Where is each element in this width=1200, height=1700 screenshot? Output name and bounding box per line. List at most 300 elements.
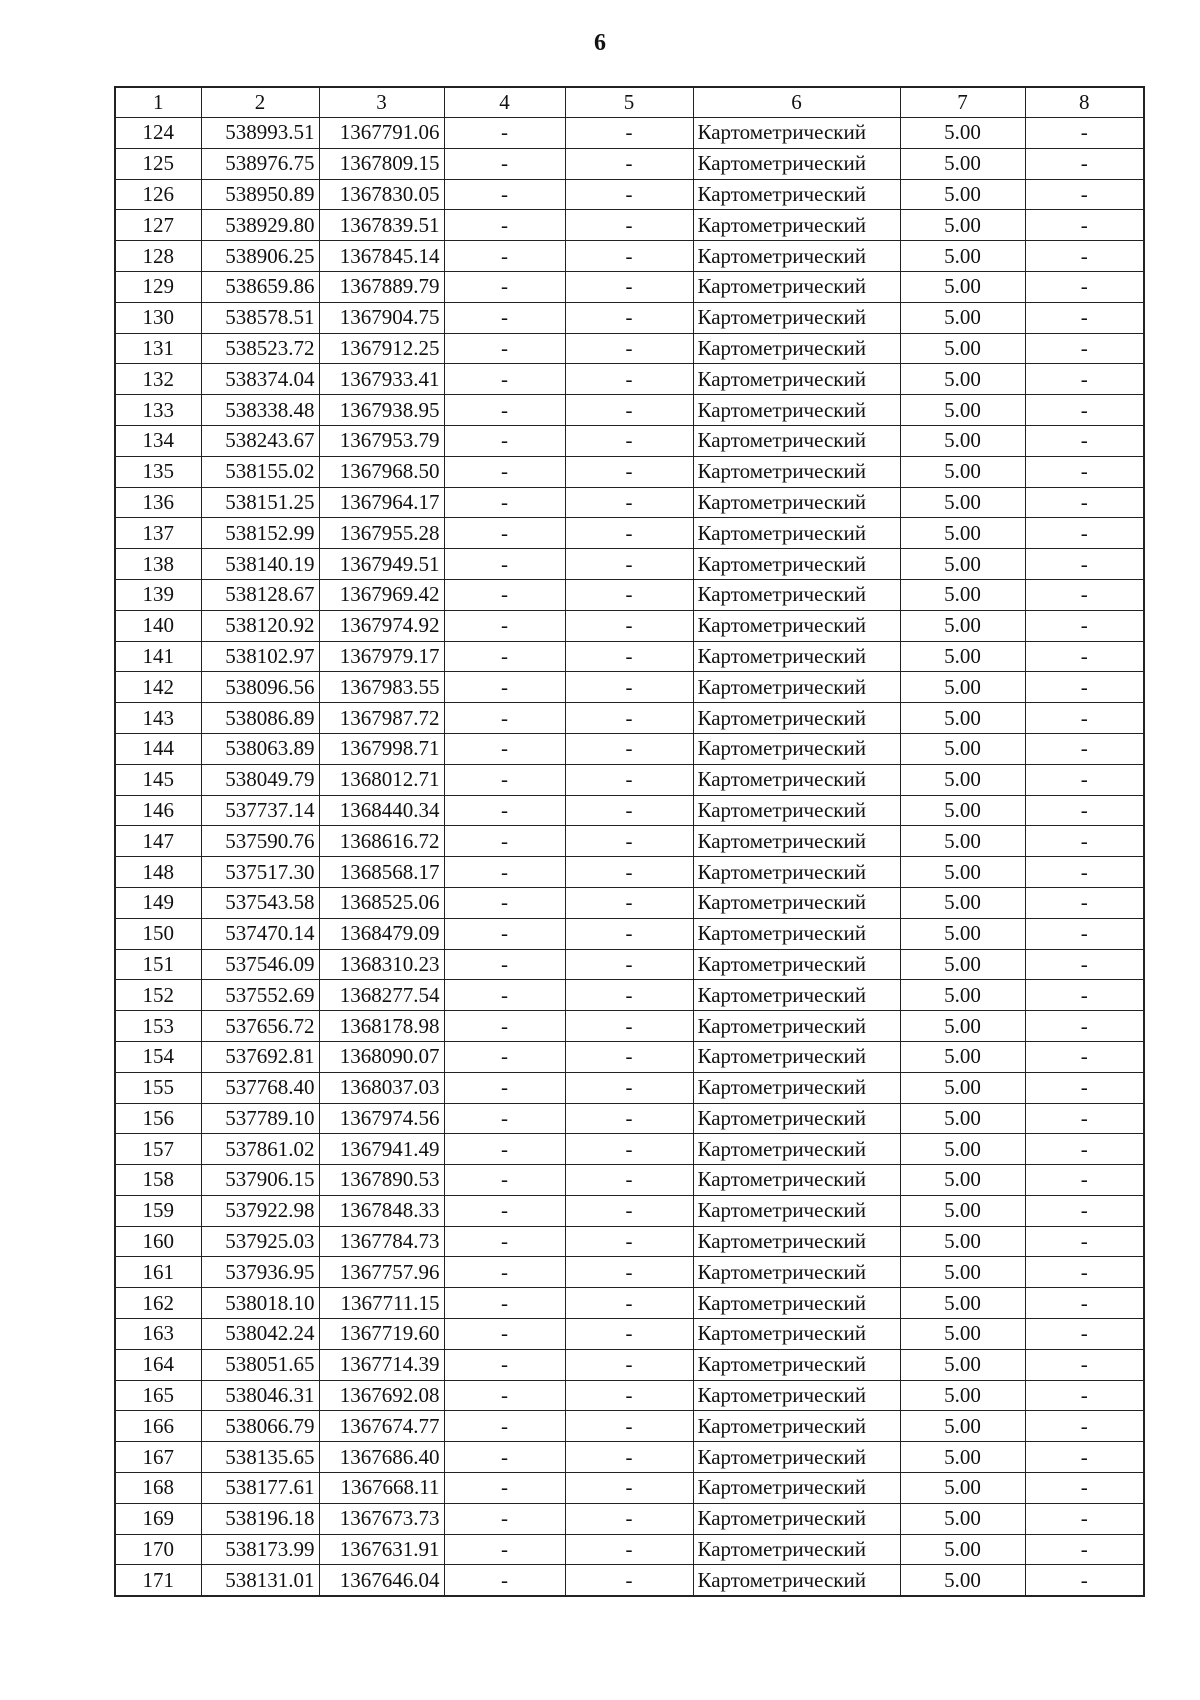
accuracy-cell: 5.00	[900, 1411, 1025, 1442]
accuracy-cell: 5.00	[900, 271, 1025, 302]
method-cell: Картометрический	[693, 364, 900, 395]
table-row	[115, 641, 1144, 672]
column-5-cell: -	[565, 1288, 693, 1319]
accuracy-cell: 5.00	[900, 148, 1025, 179]
y-coordinate-cell: 1367974.92	[319, 610, 444, 641]
y-coordinate-cell: 1367912.25	[319, 333, 444, 364]
table-row	[115, 733, 1144, 764]
column-8-cell: -	[1025, 271, 1144, 302]
column-5-cell: -	[565, 918, 693, 949]
column-8-cell: -	[1025, 1011, 1144, 1042]
table-row	[115, 579, 1144, 610]
table-row	[115, 1134, 1144, 1165]
column-4-cell: -	[444, 795, 565, 826]
accuracy-cell: 5.00	[900, 395, 1025, 426]
table-row	[115, 1226, 1144, 1257]
x-coordinate-cell: 537656.72	[201, 1011, 319, 1042]
column-5-cell: -	[565, 949, 693, 980]
column-4-cell: -	[444, 1288, 565, 1319]
column-header-8: 8	[1025, 87, 1144, 118]
column-5-cell: -	[565, 703, 693, 734]
x-coordinate-cell: 538976.75	[201, 148, 319, 179]
y-coordinate-cell: 1367845.14	[319, 241, 444, 272]
y-coordinate-cell: 1368440.34	[319, 795, 444, 826]
point-number-cell: 143	[115, 703, 201, 734]
method-cell: Картометрический	[693, 1288, 900, 1319]
method-cell: Картометрический	[693, 1565, 900, 1596]
x-coordinate-cell: 538049.79	[201, 764, 319, 795]
method-cell: Картометрический	[693, 980, 900, 1011]
column-5-cell: -	[565, 518, 693, 549]
accuracy-cell: 5.00	[900, 733, 1025, 764]
table-row	[115, 487, 1144, 518]
y-coordinate-cell: 1367987.72	[319, 703, 444, 734]
column-5-cell: -	[565, 1349, 693, 1380]
column-8-cell: -	[1025, 1442, 1144, 1473]
column-header-1: 1	[115, 87, 201, 118]
accuracy-cell: 5.00	[900, 179, 1025, 210]
column-8-cell: -	[1025, 733, 1144, 764]
column-4-cell: -	[444, 1072, 565, 1103]
y-coordinate-cell: 1367668.11	[319, 1473, 444, 1504]
column-5-cell: -	[565, 1072, 693, 1103]
column-8-cell: -	[1025, 1134, 1144, 1165]
point-number-cell: 142	[115, 672, 201, 703]
method-cell: Картометрический	[693, 1411, 900, 1442]
column-5-cell: -	[565, 980, 693, 1011]
y-coordinate-cell: 1367673.73	[319, 1503, 444, 1534]
x-coordinate-cell: 537470.14	[201, 918, 319, 949]
point-number-cell: 137	[115, 518, 201, 549]
column-8-cell: -	[1025, 764, 1144, 795]
column-4-cell: -	[444, 1165, 565, 1196]
column-5-cell: -	[565, 1503, 693, 1534]
y-coordinate-cell: 1367969.42	[319, 579, 444, 610]
x-coordinate-cell: 538152.99	[201, 518, 319, 549]
column-8-cell: -	[1025, 703, 1144, 734]
x-coordinate-cell: 538155.02	[201, 456, 319, 487]
point-number-cell: 135	[115, 456, 201, 487]
method-cell: Картометрический	[693, 1257, 900, 1288]
x-coordinate-cell: 538042.24	[201, 1319, 319, 1350]
point-number-cell: 165	[115, 1380, 201, 1411]
column-5-cell: -	[565, 795, 693, 826]
x-coordinate-cell: 537922.98	[201, 1195, 319, 1226]
table-row	[115, 795, 1144, 826]
column-8-cell: -	[1025, 1288, 1144, 1319]
method-cell: Картометрический	[693, 179, 900, 210]
x-coordinate-cell: 538523.72	[201, 333, 319, 364]
table-row	[115, 1442, 1144, 1473]
x-coordinate-cell: 537906.15	[201, 1165, 319, 1196]
column-8-cell: -	[1025, 333, 1144, 364]
table-row	[115, 980, 1144, 1011]
column-8-cell: -	[1025, 980, 1144, 1011]
column-8-cell: -	[1025, 241, 1144, 272]
table-row	[115, 1380, 1144, 1411]
y-coordinate-cell: 1367686.40	[319, 1442, 444, 1473]
y-coordinate-cell: 1367889.79	[319, 271, 444, 302]
accuracy-cell: 5.00	[900, 610, 1025, 641]
column-5-cell: -	[565, 1442, 693, 1473]
column-4-cell: -	[444, 1473, 565, 1504]
y-coordinate-cell: 1367791.06	[319, 118, 444, 149]
column-4-cell: -	[444, 1349, 565, 1380]
column-8-cell: -	[1025, 1349, 1144, 1380]
column-header-3: 3	[319, 87, 444, 118]
column-5-cell: -	[565, 1134, 693, 1165]
x-coordinate-cell: 538993.51	[201, 118, 319, 149]
accuracy-cell: 5.00	[900, 302, 1025, 333]
method-cell: Картометрический	[693, 857, 900, 888]
method-cell: Картометрический	[693, 1380, 900, 1411]
x-coordinate-cell: 537546.09	[201, 949, 319, 980]
accuracy-cell: 5.00	[900, 456, 1025, 487]
page-number: 6	[594, 30, 606, 56]
y-coordinate-cell: 1367974.56	[319, 1103, 444, 1134]
column-8-cell: -	[1025, 887, 1144, 918]
column-8-cell: -	[1025, 1503, 1144, 1534]
method-cell: Картометрический	[693, 302, 900, 333]
column-5-cell: -	[565, 1565, 693, 1596]
column-8-cell: -	[1025, 364, 1144, 395]
x-coordinate-cell: 538102.97	[201, 641, 319, 672]
table-row	[115, 1411, 1144, 1442]
column-4-cell: -	[444, 179, 565, 210]
column-5-cell: -	[565, 1103, 693, 1134]
table-row	[115, 395, 1144, 426]
method-cell: Картометрический	[693, 1534, 900, 1565]
table-row	[115, 949, 1144, 980]
table-row	[115, 764, 1144, 795]
table-row	[115, 1473, 1144, 1504]
point-number-cell: 145	[115, 764, 201, 795]
column-8-cell: -	[1025, 949, 1144, 980]
column-5-cell: -	[565, 610, 693, 641]
x-coordinate-cell: 538086.89	[201, 703, 319, 734]
x-coordinate-cell: 538120.92	[201, 610, 319, 641]
column-4-cell: -	[444, 918, 565, 949]
y-coordinate-cell: 1368525.06	[319, 887, 444, 918]
column-4-cell: -	[444, 1226, 565, 1257]
table-row	[115, 1349, 1144, 1380]
method-cell: Картометрический	[693, 333, 900, 364]
column-4-cell: -	[444, 1503, 565, 1534]
header-row	[115, 87, 1144, 118]
accuracy-cell: 5.00	[900, 1165, 1025, 1196]
column-4-cell: -	[444, 364, 565, 395]
column-4-cell: -	[444, 764, 565, 795]
y-coordinate-cell: 1367711.15	[319, 1288, 444, 1319]
x-coordinate-cell: 537789.10	[201, 1103, 319, 1134]
column-8-cell: -	[1025, 1195, 1144, 1226]
column-5-cell: -	[565, 733, 693, 764]
column-8-cell: -	[1025, 518, 1144, 549]
x-coordinate-cell: 537925.03	[201, 1226, 319, 1257]
point-number-cell: 146	[115, 795, 201, 826]
x-coordinate-cell: 538131.01	[201, 1565, 319, 1596]
x-coordinate-cell: 538950.89	[201, 179, 319, 210]
method-cell: Картометрический	[693, 826, 900, 857]
column-5-cell: -	[565, 148, 693, 179]
y-coordinate-cell: 1367998.71	[319, 733, 444, 764]
method-cell: Картометрический	[693, 1011, 900, 1042]
x-coordinate-cell: 538578.51	[201, 302, 319, 333]
accuracy-cell: 5.00	[900, 1257, 1025, 1288]
coordinates-table	[114, 86, 1145, 1597]
column-8-cell: -	[1025, 641, 1144, 672]
column-8-cell: -	[1025, 425, 1144, 456]
column-4-cell: -	[444, 1442, 565, 1473]
table-row	[115, 672, 1144, 703]
column-4-cell: -	[444, 733, 565, 764]
accuracy-cell: 5.00	[900, 1288, 1025, 1319]
column-8-cell: -	[1025, 487, 1144, 518]
accuracy-cell: 5.00	[900, 118, 1025, 149]
accuracy-cell: 5.00	[900, 1195, 1025, 1226]
table-row	[115, 703, 1144, 734]
column-5-cell: -	[565, 271, 693, 302]
column-4-cell: -	[444, 641, 565, 672]
point-number-cell: 167	[115, 1442, 201, 1473]
y-coordinate-cell: 1368037.03	[319, 1072, 444, 1103]
accuracy-cell: 5.00	[900, 241, 1025, 272]
column-5-cell: -	[565, 210, 693, 241]
method-cell: Картометрический	[693, 764, 900, 795]
accuracy-cell: 5.00	[900, 918, 1025, 949]
x-coordinate-cell: 537517.30	[201, 857, 319, 888]
point-number-cell: 127	[115, 210, 201, 241]
column-4-cell: -	[444, 148, 565, 179]
column-5-cell: -	[565, 1195, 693, 1226]
column-5-cell: -	[565, 1380, 693, 1411]
column-header-4: 4	[444, 87, 565, 118]
method-cell: Картометрический	[693, 887, 900, 918]
column-5-cell: -	[565, 672, 693, 703]
column-8-cell: -	[1025, 1473, 1144, 1504]
x-coordinate-cell: 537590.76	[201, 826, 319, 857]
column-4-cell: -	[444, 1195, 565, 1226]
method-cell: Картометрический	[693, 1195, 900, 1226]
table-row	[115, 1565, 1144, 1596]
point-number-cell: 155	[115, 1072, 201, 1103]
method-cell: Картометрический	[693, 795, 900, 826]
column-4-cell: -	[444, 826, 565, 857]
accuracy-cell: 5.00	[900, 1380, 1025, 1411]
column-5-cell: -	[565, 1534, 693, 1565]
table-row	[115, 1011, 1144, 1042]
table-row	[115, 610, 1144, 641]
method-cell: Картометрический	[693, 1473, 900, 1504]
column-header-2: 2	[201, 87, 319, 118]
column-4-cell: -	[444, 210, 565, 241]
point-number-cell: 124	[115, 118, 201, 149]
column-5-cell: -	[565, 364, 693, 395]
column-4-cell: -	[444, 672, 565, 703]
y-coordinate-cell: 1367674.77	[319, 1411, 444, 1442]
column-8-cell: -	[1025, 395, 1144, 426]
column-8-cell: -	[1025, 918, 1144, 949]
table-row	[115, 1195, 1144, 1226]
accuracy-cell: 5.00	[900, 887, 1025, 918]
table-row	[115, 425, 1144, 456]
column-4-cell: -	[444, 980, 565, 1011]
x-coordinate-cell: 538063.89	[201, 733, 319, 764]
point-number-cell: 158	[115, 1165, 201, 1196]
column-8-cell: -	[1025, 795, 1144, 826]
method-cell: Картометрический	[693, 118, 900, 149]
y-coordinate-cell: 1367968.50	[319, 456, 444, 487]
point-number-cell: 129	[115, 271, 201, 302]
y-coordinate-cell: 1368479.09	[319, 918, 444, 949]
table-row	[115, 918, 1144, 949]
table-row	[115, 148, 1144, 179]
column-5-cell: -	[565, 118, 693, 149]
column-4-cell: -	[444, 487, 565, 518]
accuracy-cell: 5.00	[900, 1534, 1025, 1565]
y-coordinate-cell: 1367964.17	[319, 487, 444, 518]
column-8-cell: -	[1025, 1565, 1144, 1596]
accuracy-cell: 5.00	[900, 1041, 1025, 1072]
column-header-6: 6	[693, 87, 900, 118]
column-5-cell: -	[565, 1473, 693, 1504]
table-row	[115, 241, 1144, 272]
point-number-cell: 133	[115, 395, 201, 426]
column-4-cell: -	[444, 1534, 565, 1565]
column-8-cell: -	[1025, 148, 1144, 179]
method-cell: Картометрический	[693, 210, 900, 241]
method-cell: Картометрический	[693, 487, 900, 518]
accuracy-cell: 5.00	[900, 857, 1025, 888]
x-coordinate-cell: 538906.25	[201, 241, 319, 272]
column-5-cell: -	[565, 857, 693, 888]
column-4-cell: -	[444, 1257, 565, 1288]
column-8-cell: -	[1025, 179, 1144, 210]
x-coordinate-cell: 537692.81	[201, 1041, 319, 1072]
point-number-cell: 136	[115, 487, 201, 518]
point-number-cell: 154	[115, 1041, 201, 1072]
x-coordinate-cell: 538243.67	[201, 425, 319, 456]
point-number-cell: 171	[115, 1565, 201, 1596]
column-4-cell: -	[444, 549, 565, 580]
accuracy-cell: 5.00	[900, 1134, 1025, 1165]
table-row	[115, 1534, 1144, 1565]
x-coordinate-cell: 538659.86	[201, 271, 319, 302]
column-4-cell: -	[444, 1041, 565, 1072]
column-8-cell: -	[1025, 1072, 1144, 1103]
x-coordinate-cell: 537737.14	[201, 795, 319, 826]
accuracy-cell: 5.00	[900, 1349, 1025, 1380]
x-coordinate-cell: 537552.69	[201, 980, 319, 1011]
y-coordinate-cell: 1368277.54	[319, 980, 444, 1011]
column-5-cell: -	[565, 764, 693, 795]
table-row	[115, 1165, 1144, 1196]
point-number-cell: 151	[115, 949, 201, 980]
accuracy-cell: 5.00	[900, 518, 1025, 549]
point-number-cell: 144	[115, 733, 201, 764]
column-5-cell: -	[565, 641, 693, 672]
column-4-cell: -	[444, 456, 565, 487]
method-cell: Картометрический	[693, 733, 900, 764]
column-4-cell: -	[444, 302, 565, 333]
point-number-cell: 156	[115, 1103, 201, 1134]
column-header-5: 5	[565, 87, 693, 118]
y-coordinate-cell: 1367933.41	[319, 364, 444, 395]
method-cell: Картометрический	[693, 1319, 900, 1350]
accuracy-cell: 5.00	[900, 949, 1025, 980]
column-5-cell: -	[565, 425, 693, 456]
y-coordinate-cell: 1368616.72	[319, 826, 444, 857]
point-number-cell: 150	[115, 918, 201, 949]
accuracy-cell: 5.00	[900, 487, 1025, 518]
point-number-cell: 126	[115, 179, 201, 210]
point-number-cell: 125	[115, 148, 201, 179]
point-number-cell: 138	[115, 549, 201, 580]
method-cell: Картометрический	[693, 1041, 900, 1072]
column-5-cell: -	[565, 549, 693, 580]
y-coordinate-cell: 1368178.98	[319, 1011, 444, 1042]
accuracy-cell: 5.00	[900, 210, 1025, 241]
method-cell: Картометрический	[693, 579, 900, 610]
accuracy-cell: 5.00	[900, 364, 1025, 395]
column-4-cell: -	[444, 703, 565, 734]
column-8-cell: -	[1025, 579, 1144, 610]
point-number-cell: 164	[115, 1349, 201, 1380]
accuracy-cell: 5.00	[900, 980, 1025, 1011]
x-coordinate-cell: 537861.02	[201, 1134, 319, 1165]
y-coordinate-cell: 1367830.05	[319, 179, 444, 210]
column-8-cell: -	[1025, 1257, 1144, 1288]
y-coordinate-cell: 1367904.75	[319, 302, 444, 333]
point-number-cell: 134	[115, 425, 201, 456]
point-number-cell: 139	[115, 579, 201, 610]
column-8-cell: -	[1025, 1103, 1144, 1134]
column-header-7: 7	[900, 87, 1025, 118]
accuracy-cell: 5.00	[900, 672, 1025, 703]
table-row	[115, 118, 1144, 149]
x-coordinate-cell: 538096.56	[201, 672, 319, 703]
point-number-cell: 148	[115, 857, 201, 888]
table-row	[115, 1319, 1144, 1350]
method-cell: Картометрический	[693, 1503, 900, 1534]
accuracy-cell: 5.00	[900, 1226, 1025, 1257]
method-cell: Картометрический	[693, 456, 900, 487]
point-number-cell: 159	[115, 1195, 201, 1226]
column-4-cell: -	[444, 610, 565, 641]
x-coordinate-cell: 538128.67	[201, 579, 319, 610]
table-row	[115, 1072, 1144, 1103]
column-8-cell: -	[1025, 210, 1144, 241]
accuracy-cell: 5.00	[900, 579, 1025, 610]
method-cell: Картометрический	[693, 1349, 900, 1380]
column-8-cell: -	[1025, 118, 1144, 149]
method-cell: Картометрический	[693, 1442, 900, 1473]
table-row	[115, 826, 1144, 857]
accuracy-cell: 5.00	[900, 1565, 1025, 1596]
y-coordinate-cell: 1367631.91	[319, 1534, 444, 1565]
column-4-cell: -	[444, 857, 565, 888]
table-row	[115, 1041, 1144, 1072]
point-number-cell: 168	[115, 1473, 201, 1504]
table-row	[115, 364, 1144, 395]
y-coordinate-cell: 1368012.71	[319, 764, 444, 795]
y-coordinate-cell: 1367938.95	[319, 395, 444, 426]
column-4-cell: -	[444, 395, 565, 426]
y-coordinate-cell: 1368090.07	[319, 1041, 444, 1072]
table-row	[115, 456, 1144, 487]
column-4-cell: -	[444, 241, 565, 272]
point-number-cell: 166	[115, 1411, 201, 1442]
